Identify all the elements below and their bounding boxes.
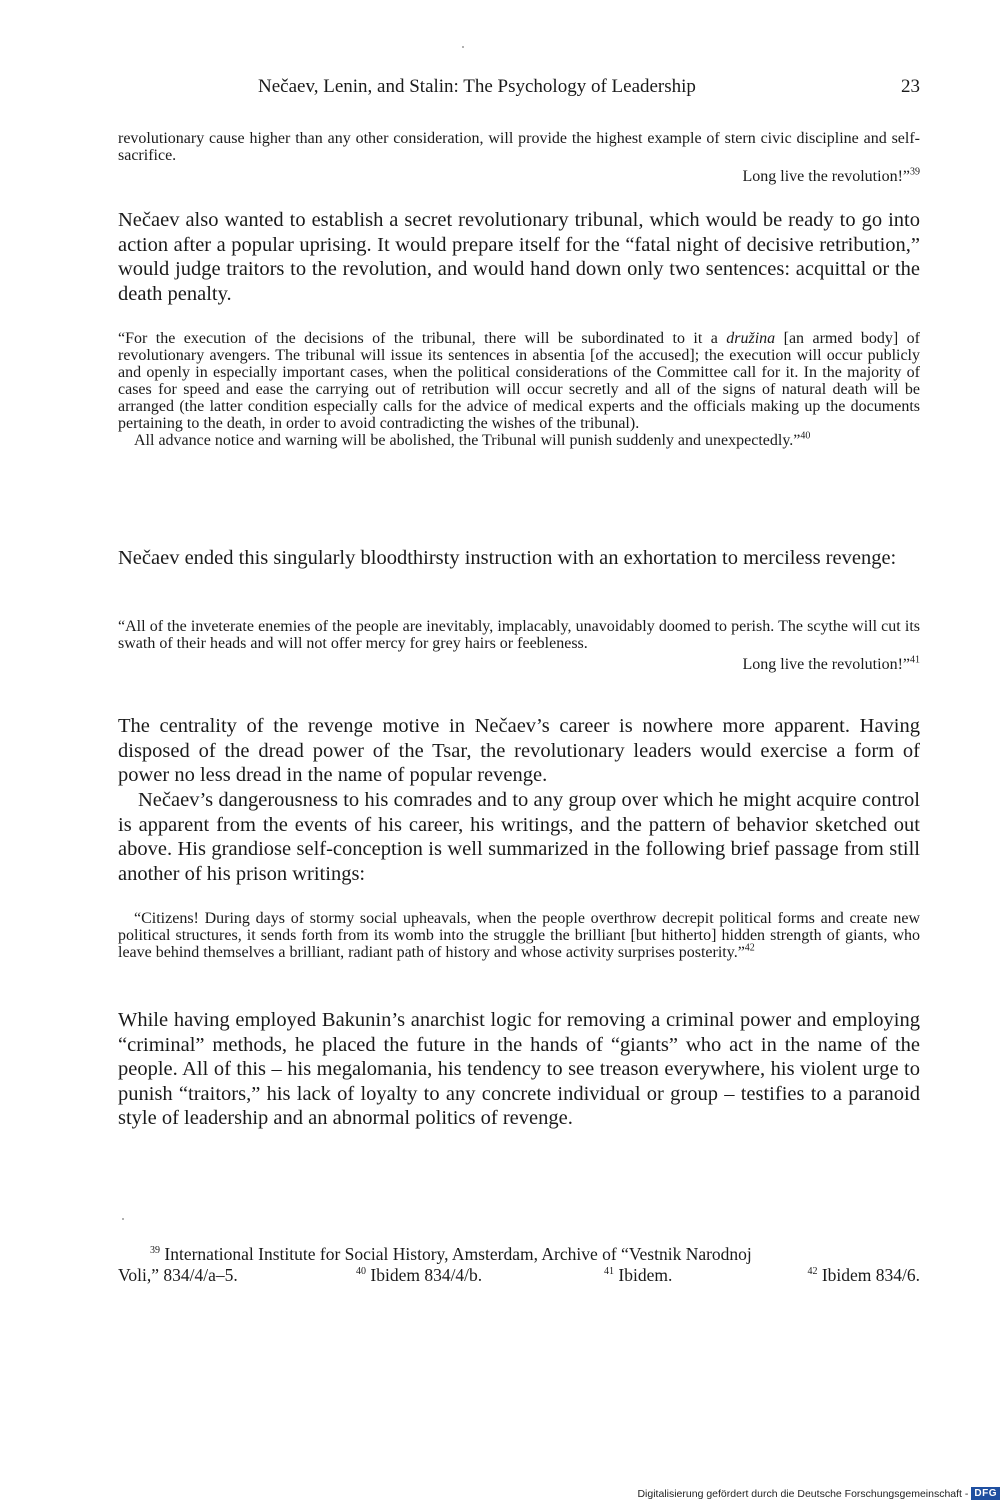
footnote-ref-41: 41 [910,654,920,666]
page-number: 23 [901,76,920,97]
footnote-ref-42: 42 [744,942,755,954]
footnote-number: 40 [356,1266,366,1278]
running-header [118,76,920,104]
body-paragraph-exhortation: Nečaev ended this singularly bloodthirsty instruction with an exhortation to merciless revenge: [118,547,897,569]
block-quote-top [118,130,920,185]
footnote-ref-39: 39 [910,166,920,178]
quote-text: “All of the inveterate enemies of the people are inevitably, implacably, unavoidably doomed to perish. The scythe will cut its swath of their heads and will not offer mercy for grey hairs or feebleness. [118,618,920,652]
footnotes [118,1244,920,1286]
scan-speck [462,46,464,48]
quote-text: “Citizens! During days of stormy social upheavals, when the people overthrow decrepit political forms and create new political structures, it sends forth from its womb into the struggle the brilliant [but hitherto] hidden strength of giants, who leave behind themselves a brilliant, radiant path of history and whose activity surprises posterity.” [118,910,920,961]
quote-text: revolutionary cause higher than any other consideration, will provide the highest example of stern civic discipline and self-sacrifice. [118,130,920,164]
term-druzina: družina [726,330,776,347]
quote-text: All advance notice and warning will be abolished, the Tribunal will punish suddenly and unexpectedly.” [134,432,801,449]
footnote-number: 39 [150,1245,160,1257]
footnote-39-continued: Voli,” 834/4/a–5. [118,1265,238,1285]
block-quote-citizens [118,910,920,961]
quote-paragraph [118,330,920,432]
body-paragraph-tribunal: Nečaev also wanted to establish a secret revolutionary tribunal, which would be ready to go into action after a popular uprising. It would prepare itself for the “fatal night of decisive retribution,” would judge traitors to the revolution, and would hand down only two sentences: acquittal or the death penalty. [118,209,920,305]
quote-signoff [118,168,920,185]
block-quote-tribunal [118,330,920,449]
footnote-number: 41 [604,1266,614,1278]
digitization-text: Digitalisierung gefördert durch die Deutsche Forschungsgemeinschaft - [637,1487,969,1500]
quote-paragraph [118,432,920,449]
footnote-line [118,1265,920,1286]
block-quote-revenge [118,618,920,673]
quote-text-before: “For the execution of the decisions of the tribunal, there will be subordinated to it a [118,330,727,347]
footnote-40 [356,1265,482,1286]
dfg-logo: DFG [971,1487,1000,1500]
footnote-39 [150,1244,752,1265]
quote-signoff [118,656,920,673]
footnote-number: 42 [807,1266,818,1278]
footnote-text: Ibidem 834/4/b. [370,1265,483,1285]
footnote-text: Ibidem 834/6. [821,1265,920,1285]
footnote-41 [604,1265,672,1286]
footnote-42 [807,1265,920,1286]
footnote-text: Ibidem. [618,1265,673,1285]
body-paragraph-dangerousness: Nečaev’s dangerousness to his comrades and to any group over which he might acquire control is apparent from the events of his career, his writings, and the pattern of behavior sketched out above. His grandiose self-conception is well summarized in the following brief passage from still another of his prison writings: [118,789,920,885]
body-paragraph-conclusion: While having employed Bakunin’s anarchist logic for removing a criminal power and employing “criminal” methods, he placed the future in the hands of “giants” who act in the name of the people. All of this – his megalomania, his tendency to see treason everywhere, his violent urge to punish “traitors,” his lack of loyalty to any concrete individual or group – testifies to a paranoid style of leadership and an abnormal politics of revenge. [118,1009,920,1129]
running-title: Nečaev, Lenin, and Stalin: The Psychology of Leadership [258,76,696,97]
quote-paragraph [118,910,920,961]
footnote-text: International Institute for Social History, Amsterdam, Archive of “Vestnik Narodnoj [164,1244,752,1264]
digitization-credit [637,1487,1000,1500]
signoff-text: Long live the revolution!” [742,168,910,185]
signoff-text: Long live the revolution!” [742,656,910,673]
footnote-line [118,1244,920,1265]
scan-speck [122,1218,124,1220]
footnote-ref-40: 40 [800,430,811,442]
quote-text-after: [an armed body] of revolutionary avengers. The tribunal will issue its sentences in absentia [of the accused]; the execution will occur publicly and openly in especially important cases, when the political considerations of the Committee call for it. In the majority of cases for speed and ease the carrying out of retribution will occur secretly and all of the signs of natural death will be arranged (the latter condition especially calls for the advice of medical experts and the officials making up the documents pertaining to the death, in order to avoid contradicting the wishes of the tribunal). [118,330,921,432]
body-paragraph-revenge-motive: The centrality of the revenge motive in Nečaev’s career is nowhere more apparent. Having disposed of the dread power of the Tsar, the revolutionary leaders would exercise a form of power no less dread in the name of popular revenge. [118,715,920,786]
